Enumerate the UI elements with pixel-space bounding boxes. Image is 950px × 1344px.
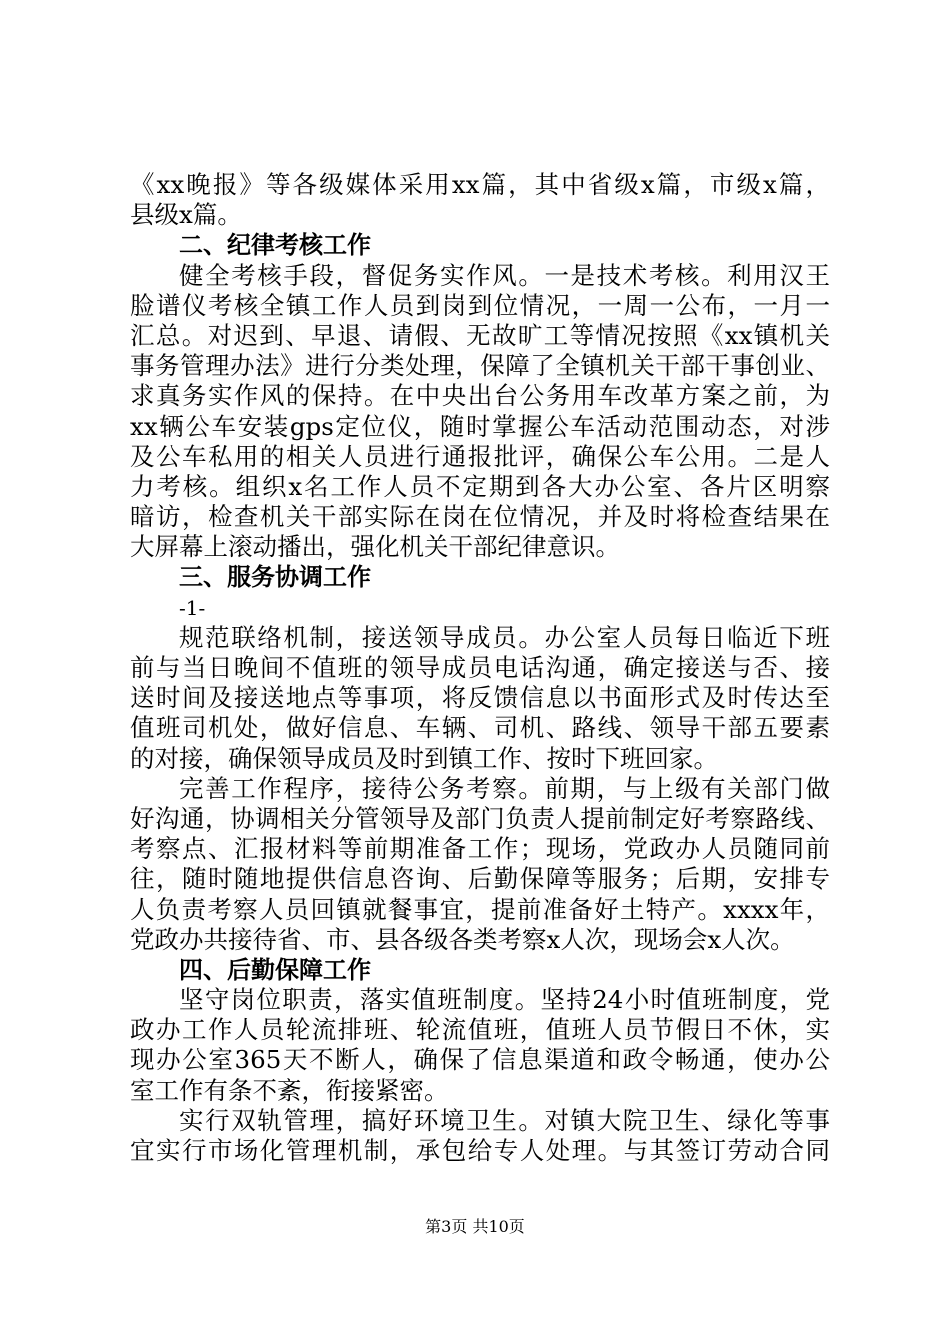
section-heading-logistics: 四、后勤保障工作 <box>179 955 371 984</box>
text-line: 大屏幕上滚动播出，强化机关干部纪律意识。 <box>130 532 620 562</box>
text-line: 汇总。对迟到、早退、请假、无故旷工等情况按照《xx镇机关 <box>130 320 830 350</box>
paragraph-first-line: 实行双轨管理，搞好环境卫生。对镇大院卫生、绿化等事 <box>179 1105 830 1135</box>
text-line: 《xx晚报》等各级媒体采用xx篇，其中省级x篇，市级x篇， <box>130 170 830 199</box>
text-line: 前与当日晚间不值班的领导成员电话沟通，确定接送与否、接 <box>130 653 830 682</box>
text-line: 求真务实作风的保持。在中央出台公务用车改革方案之前，为 <box>130 381 830 411</box>
inline-page-marker: -1- <box>179 595 206 620</box>
text-line: 送时间及接送地点等事项，将反馈信息以书面形式及时传达至 <box>130 683 830 713</box>
text-line: 的对接，确保领导成员及时到镇工作、按时下班回家。 <box>130 743 718 773</box>
text-line: 考察点、汇报材料等前期准备工作；现场，党政办人员随同前 <box>130 834 830 864</box>
page-footer: 第3页 共10页 <box>425 1217 525 1236</box>
text-line: 力考核。组织x名工作人员不定期到各大办公室、各片区明察 <box>130 471 830 501</box>
text-line: 好沟通，协调相关分管领导及部门负责人提前制定好考察路线、 <box>130 803 830 833</box>
text-line: 事务管理办法》进行分类处理，保障了全镇机关干部干事创业、 <box>130 351 830 381</box>
text-line: 及公车私用的相关人员进行通报批评，确保公车公用。二是人 <box>130 441 830 471</box>
text-line: 政办工作人员轮流排班、轮流值班，值班人员节假日不休，实 <box>130 1015 830 1045</box>
text-line: 现办公室365天不断人，确保了信息渠道和政令畅通，使办公 <box>130 1045 830 1075</box>
text-line: 往，随时随地提供信息咨询、后勤保障等服务；后期，安排专 <box>130 864 830 894</box>
text-line: 值班司机处，做好信息、车辆、司机、路线、领导干部五要素 <box>130 713 830 743</box>
document-body <box>130 170 830 1166</box>
paragraph-first-line: 坚守岗位职责，落实值班制度。坚持24小时值班制度，党 <box>179 985 830 1015</box>
text-line: xx辆公车安装gps定位仪，随时掌握公车活动范围动态，对涉 <box>130 411 830 441</box>
paragraph-first-line: 完善工作程序，接待公务考察。前期，与上级有关部门做 <box>179 773 830 803</box>
text-line: 人负责考察人员回镇就餐事宜，提前准备好土特产。xxxx年， <box>130 894 830 924</box>
paragraph-first-line: 健全考核手段，督促务实作风。一是技术考核。利用汉王 <box>179 260 830 290</box>
text-line: 脸谱仪考核全镇工作人员到岗到位情况，一周一公布，一月一 <box>130 290 830 320</box>
text-line: 宜实行市场化管理机制，承包给专人处理。与其签订劳动合同 <box>130 1136 830 1165</box>
text-line: 党政办共接待省、市、县各级各类考察x人次，现场会x人次。 <box>130 924 795 954</box>
text-line: 暗访，检查机关干部实际在岗在位情况，并及时将检查结果在 <box>130 502 830 532</box>
paragraph-first-line: 规范联络机制，接送领导成员。办公室人员每日临近下班 <box>179 622 830 652</box>
text-line: 室工作有条不紊，衔接紧密。 <box>130 1075 449 1105</box>
text-line: 县级x篇。 <box>130 200 242 230</box>
section-heading-service: 三、服务协调工作 <box>179 563 371 592</box>
section-heading-discipline: 二、纪律考核工作 <box>179 231 371 260</box>
